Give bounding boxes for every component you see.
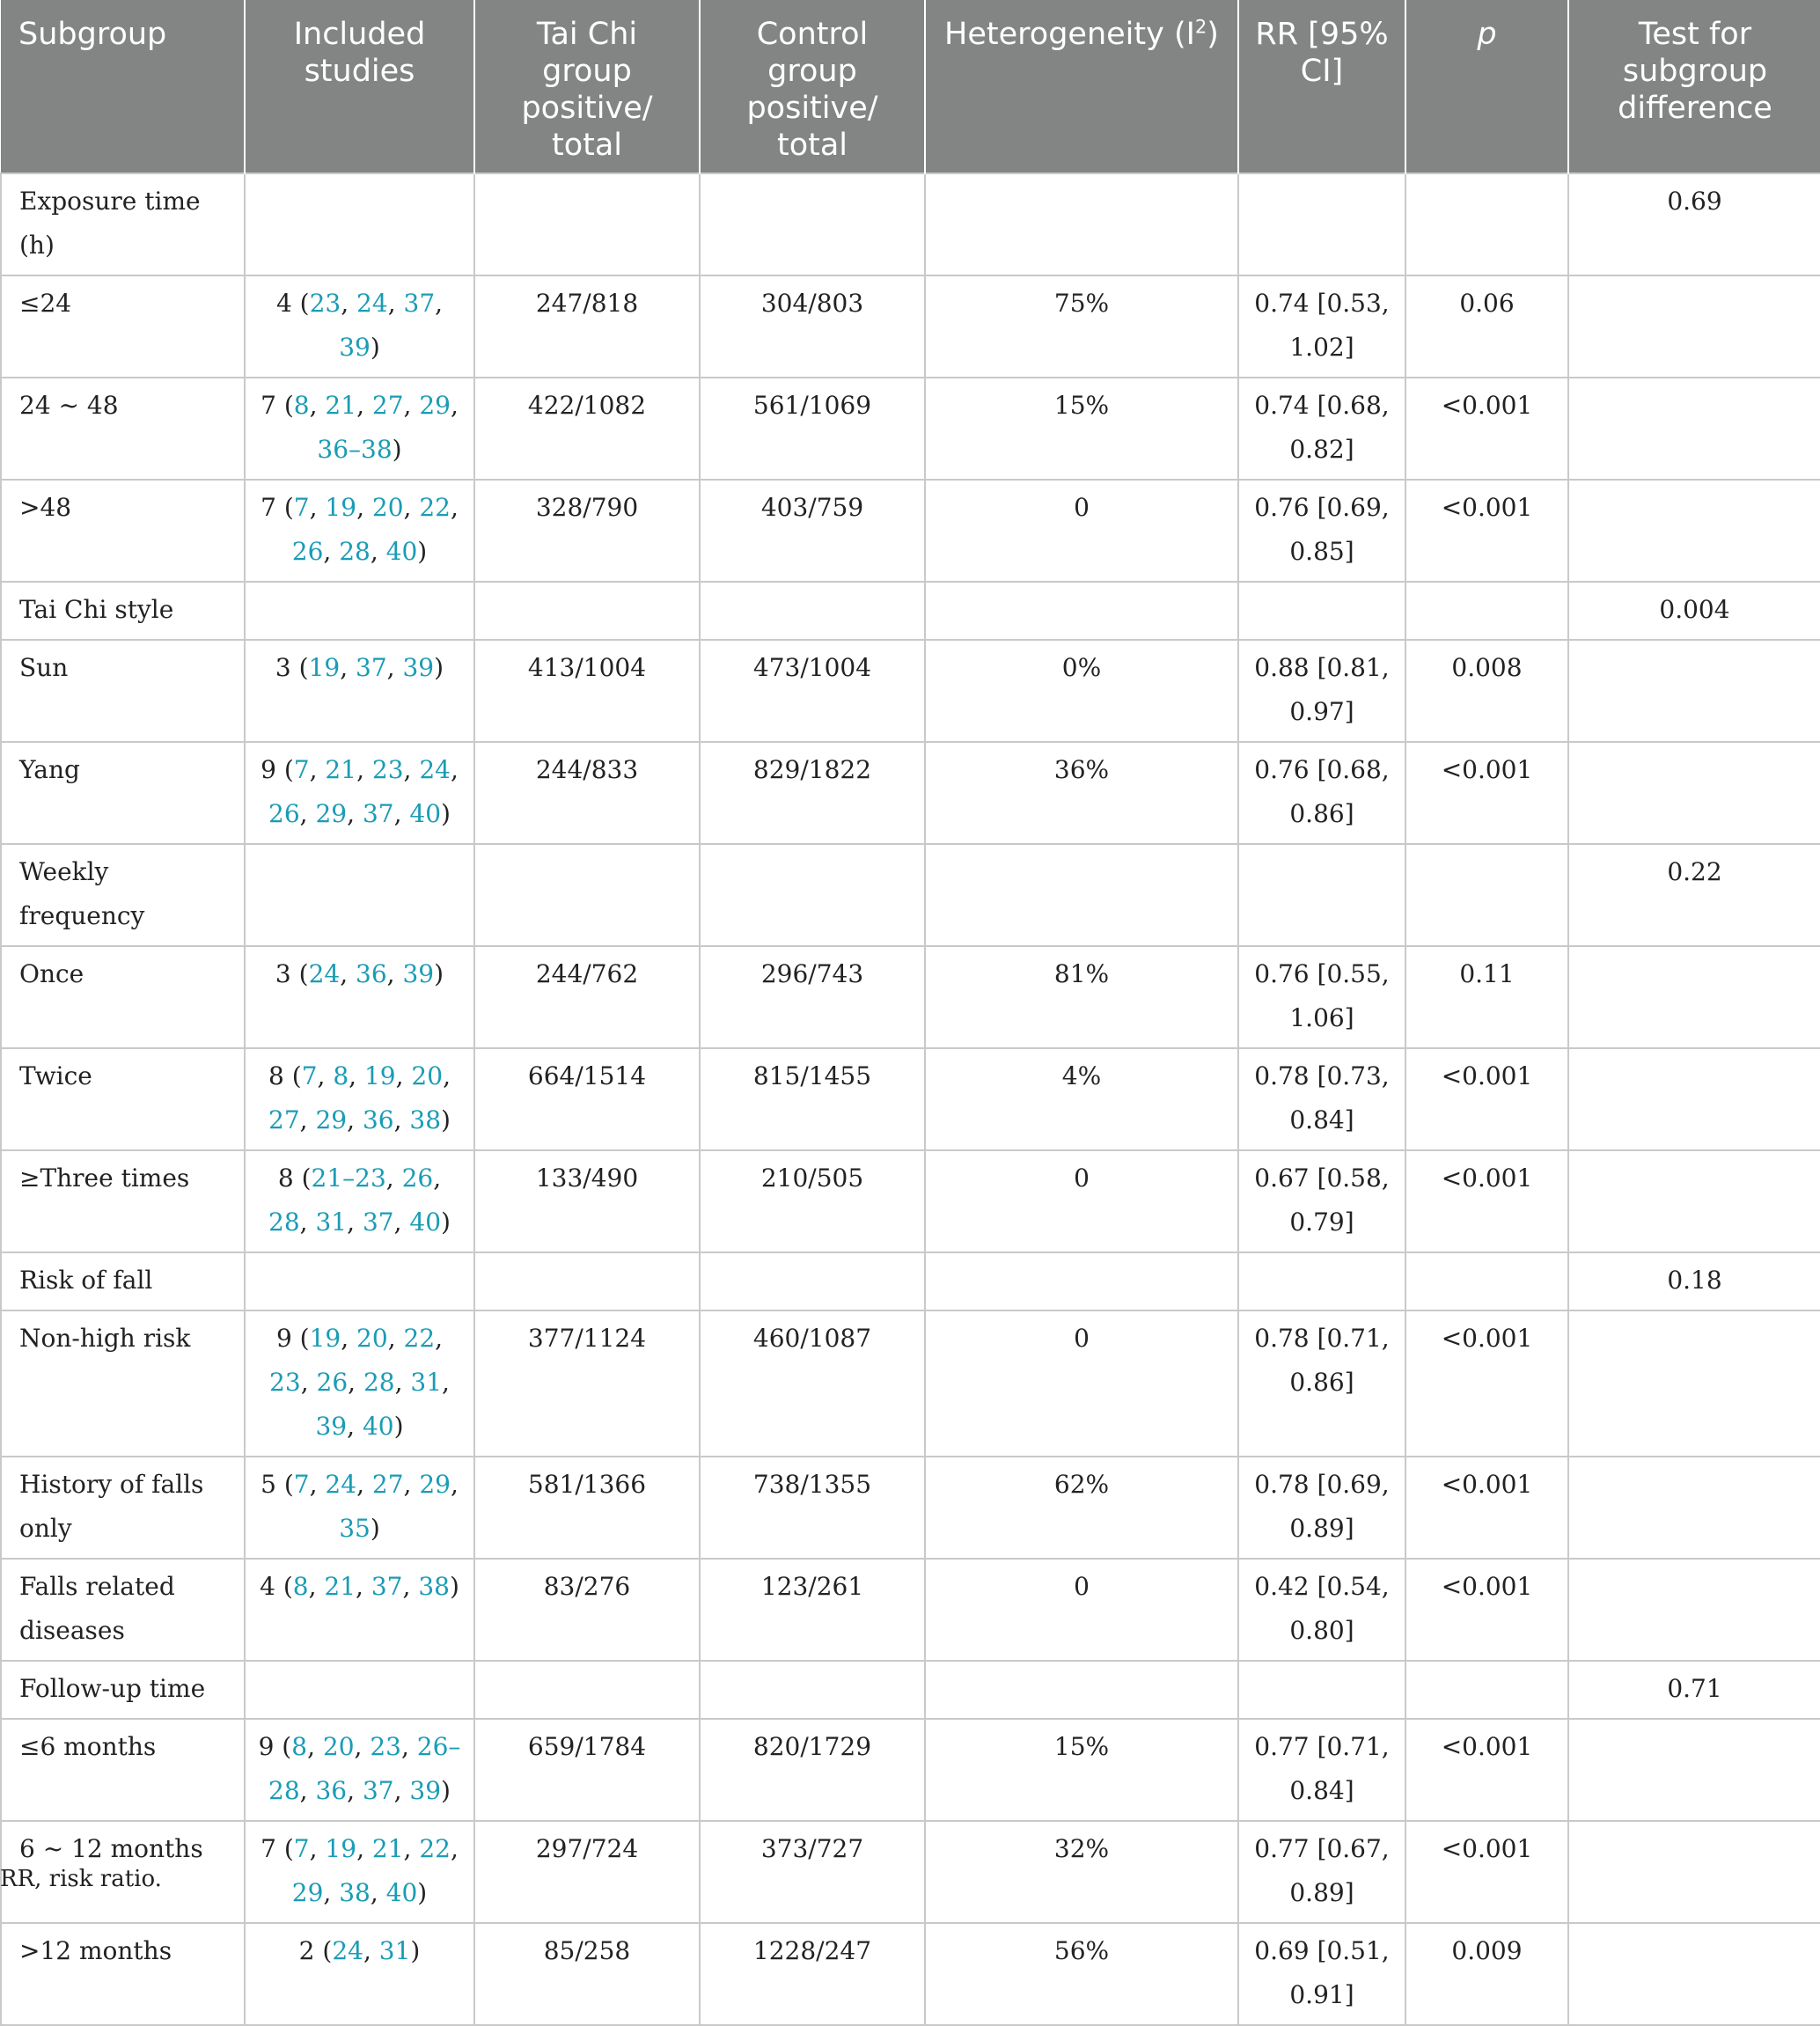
empty-cell [1405,1252,1568,1310]
empty-cell [1405,582,1568,640]
empty-cell [1238,844,1405,946]
header-p-text: p [1477,17,1497,52]
subgroup-cell: Once [1,946,245,1048]
p-value-cell: <0.001 [1405,1457,1568,1559]
subgroup-cell: 6 ~ 12 months [1,1821,245,1923]
rr-ci-cell: 0.76 [0.68, 0.86] [1238,742,1405,844]
citation-link[interactable]: 26 [401,1163,434,1193]
p-value-cell: 0.06 [1405,275,1568,378]
citation-link[interactable]: 40 [409,1208,442,1237]
citation-link[interactable]: 21–23 [311,1163,386,1193]
header-heterogeneity-sup: 2 [1194,16,1207,38]
empty-cell [1568,275,1820,378]
citation-link[interactable]: 37 [403,289,436,318]
citation-link[interactable]: 35 [339,1514,371,1543]
citation-link[interactable]: 28 [339,537,371,566]
p-value-cell: 0.009 [1405,1923,1568,2025]
citation-link[interactable]: 31 [410,1368,443,1397]
rr-ci-cell: 0.78 [0.73, 0.84] [1238,1048,1405,1150]
subgroup-cell: Twice [1,1048,245,1150]
included-studies-cell: 3 (19, 37, 39) [245,640,474,742]
citation-link[interactable]: 21 [371,1834,404,1863]
citation-link[interactable]: 29 [315,1105,348,1134]
citation-link[interactable]: 24 [308,959,341,988]
citation-link[interactable]: 19 [309,1324,341,1353]
citation-link[interactable]: 23 [370,1732,401,1761]
empty-cell [1568,1457,1820,1559]
citation-link[interactable]: 20 [322,1732,355,1761]
tai-chi-positive-total: 244/833 [474,742,700,844]
section-label: Weekly frequency [1,844,245,946]
citation-link[interactable]: 29 [291,1878,324,1907]
control-positive-total: 296/743 [700,946,925,1048]
empty-cell [1568,1923,1820,2025]
table-row [1,1150,1820,1252]
empty-cell [925,844,1238,946]
table-row [1,640,1820,742]
citation-link[interactable]: 40 [385,1878,418,1907]
citation-link[interactable]: 24 [419,755,451,784]
p-value-cell: <0.001 [1405,1048,1568,1150]
subgroup-cell: Non-high risk [1,1310,245,1457]
subgroup-cell: 24 ~ 48 [1,378,245,480]
heterogeneity-cell: 0 [925,480,1238,582]
citation-link[interactable]: 36–38 [317,435,393,464]
citation-link[interactable]: 28 [268,1208,300,1237]
rr-ci-cell: 0.88 [0.81, 0.97] [1238,640,1405,742]
empty-cell [1568,1048,1820,1150]
included-studies-cell: 7 (8, 21, 27, 29, 36–38) [245,378,474,480]
p-value-cell: <0.001 [1405,1821,1568,1923]
empty-cell [700,844,925,946]
tai-chi-positive-total: 244/762 [474,946,700,1048]
p-value-cell: <0.001 [1405,1310,1568,1457]
study-count: 3 [275,653,291,682]
table-row [1,1923,1820,2025]
citation-link[interactable]: 22 [419,1834,451,1863]
subgroup-cell: Sun [1,640,245,742]
heterogeneity-cell: 15% [925,1719,1238,1821]
header-test-subgroup: Test for subgroup difference [1568,0,1820,173]
empty-cell [1568,640,1820,742]
section-row [1,1661,1820,1719]
empty-cell [1568,1559,1820,1661]
empty-cell [1568,742,1820,844]
citation-link[interactable]: 27 [371,1470,404,1499]
header-subgroup: Subgroup [1,0,245,173]
empty-cell [1568,1821,1820,1923]
rr-ci-cell: 0.78 [0.69, 0.89] [1238,1457,1405,1559]
test-subgroup-difference: 0.18 [1568,1252,1820,1310]
subgroup-cell: >48 [1,480,245,582]
citation-link[interactable]: 36 [362,1105,394,1134]
citation-link[interactable]: 7 [293,1834,310,1863]
included-studies-cell: 9 (7, 21, 23, 24, 26, 29, 37, 40) [245,742,474,844]
empty-cell [1238,173,1405,275]
citation-link[interactable]: 26 [291,537,324,566]
citation-link[interactable]: 26 [268,799,300,828]
control-positive-total: 123/261 [700,1559,925,1661]
empty-cell [925,1252,1238,1310]
citation-link[interactable]: 38 [409,1105,442,1134]
citation-link[interactable]: 29 [419,1470,451,1499]
tai-chi-positive-total: 83/276 [474,1559,700,1661]
citation-link[interactable]: 23 [371,755,404,784]
subgroup-cell: >12 months [1,1923,245,2025]
heterogeneity-cell: 0 [925,1310,1238,1457]
tai-chi-positive-total: 581/1366 [474,1457,700,1559]
citation-link[interactable]: 40 [409,799,442,828]
study-count: 8 [268,1061,284,1090]
citation-link[interactable]: 24 [332,1936,363,1965]
empty-cell [700,1252,925,1310]
table-row [1,275,1820,378]
header-row [1,0,1820,173]
empty-cell [925,173,1238,275]
table-row [1,1457,1820,1559]
subgroup-cell: Yang [1,742,245,844]
citation-link[interactable]: 37 [362,1208,394,1237]
heterogeneity-cell: 81% [925,946,1238,1048]
empty-cell [925,1661,1238,1719]
included-studies-cell: 2 (24, 31) [245,1923,474,2025]
tai-chi-positive-total: 659/1784 [474,1719,700,1821]
empty-cell [1238,1661,1405,1719]
study-count: 4 [260,1572,275,1601]
citation-link[interactable]: 19 [363,1061,396,1090]
rr-ci-cell: 0.42 [0.54, 0.80] [1238,1559,1405,1661]
table-row [1,1559,1820,1661]
rr-ci-cell: 0.76 [0.55, 1.06] [1238,946,1405,1048]
empty-cell [245,173,474,275]
empty-cell [1405,844,1568,946]
citation-link[interactable]: 29 [419,391,451,420]
citation-link[interactable]: 31 [378,1936,411,1965]
empty-cell [1405,1661,1568,1719]
included-studies-cell: 9 (19, 20, 22, 23, 26, 28, 31, 39, 40) [245,1310,474,1457]
study-count: 7 [261,391,276,420]
empty-cell [700,1661,925,1719]
citation-link[interactable]: 36 [356,959,387,988]
study-count: 3 [275,959,291,988]
citation-link[interactable]: 19 [325,493,357,522]
citation-link[interactable]: 23 [309,289,341,318]
included-studies-cell: 7 (7, 19, 20, 22, 26, 28, 40) [245,480,474,582]
control-positive-total: 210/505 [700,1150,925,1252]
section-label: Exposure time (h) [1,173,245,275]
study-count: 7 [261,1834,276,1863]
study-count: 9 [261,755,276,784]
citation-link[interactable]: 40 [362,1412,394,1441]
table-row [1,946,1820,1048]
rr-ci-cell: 0.74 [0.53, 1.02] [1238,275,1405,378]
control-positive-total: 473/1004 [700,640,925,742]
empty-cell [245,1661,474,1719]
section-row [1,582,1820,640]
study-count: 9 [275,1324,292,1353]
p-value-cell: <0.001 [1405,742,1568,844]
citation-link[interactable]: 7 [293,1470,310,1499]
included-studies-cell: 8 (7, 8, 19, 20, 27, 29, 36, 38) [245,1048,474,1150]
rr-ci-cell: 0.74 [0.68, 0.82] [1238,378,1405,480]
empty-cell [474,582,700,640]
citation-link[interactable]: 40 [385,537,418,566]
table-row [1,1719,1820,1821]
control-positive-total: 738/1355 [700,1457,925,1559]
empty-cell [245,844,474,946]
rr-ci-cell: 0.76 [0.69, 0.85] [1238,480,1405,582]
tai-chi-positive-total: 413/1004 [474,640,700,742]
citation-link[interactable]: 31 [315,1208,348,1237]
citation-link[interactable]: 28 [363,1368,395,1397]
citation-link[interactable]: 8 [293,391,310,420]
control-positive-total: 403/759 [700,480,925,582]
section-row [1,844,1820,946]
citation-link[interactable]: 37 [371,1572,403,1601]
citation-link[interactable]: 22 [403,1324,436,1353]
citation-link[interactable]: 27 [268,1105,300,1134]
test-subgroup-difference: 0.22 [1568,844,1820,946]
table-row [1,1310,1820,1457]
empty-cell [1568,1719,1820,1821]
empty-cell [245,1252,474,1310]
empty-cell [474,1252,700,1310]
citation-link[interactable]: 8 [292,1572,309,1601]
study-count: 5 [261,1470,276,1499]
included-studies-cell: 3 (24, 36, 39) [245,946,474,1048]
citation-link[interactable]: 39 [315,1412,348,1441]
empty-cell [700,173,925,275]
section-row [1,173,1820,275]
citation-link[interactable]: 38 [339,1878,371,1907]
empty-cell [1568,946,1820,1048]
header-heterogeneity [925,0,1238,173]
citation-link[interactable]: 37 [362,799,394,828]
section-label: Follow-up time [1,1661,245,1719]
heterogeneity-cell: 62% [925,1457,1238,1559]
tai-chi-positive-total: 247/818 [474,275,700,378]
p-value-cell: 0.008 [1405,640,1568,742]
section-label: Risk of fall [1,1252,245,1310]
rr-ci-cell: 0.78 [0.71, 0.86] [1238,1310,1405,1457]
control-positive-total: 304/803 [700,275,925,378]
citation-link[interactable]: 21 [325,755,357,784]
tai-chi-positive-total: 664/1514 [474,1048,700,1150]
study-count: 7 [261,493,276,522]
citation-link[interactable]: 21 [324,1572,356,1601]
citation-link[interactable]: 7 [293,755,310,784]
citation-link[interactable]: 26–28 [268,1732,461,1805]
control-positive-total: 1228/247 [700,1923,925,2025]
test-subgroup-difference: 0.71 [1568,1661,1820,1719]
citation-link[interactable]: 21 [325,391,357,420]
heterogeneity-cell: 32% [925,1821,1238,1923]
table-row [1,1048,1820,1150]
citation-link[interactable]: 39 [409,1776,442,1805]
header-tai-chi-group: Tai Chi group positive/ total [474,0,700,173]
study-count: 8 [277,1163,294,1193]
included-studies-cell: 5 (7, 24, 27, 29, 35) [245,1457,474,1559]
header-heterogeneity-text: Heterogeneity (I [944,17,1195,52]
included-studies-cell: 8 (21–23, 26, 28, 31, 37, 40) [245,1150,474,1252]
citation-link[interactable]: 8 [333,1061,349,1090]
table-body [1,173,1820,2025]
included-studies-cell: 4 (8, 21, 37, 38) [245,1559,474,1661]
citation-link[interactable]: 39 [402,653,435,682]
heterogeneity-cell: 0 [925,1559,1238,1661]
citation-link[interactable]: 37 [362,1776,394,1805]
header-included-studies: Included studies [245,0,474,173]
table-row [1,378,1820,480]
citation-link[interactable]: 36 [315,1776,348,1805]
header-rr: RR [95% CI] [1238,0,1405,173]
control-positive-total: 829/1822 [700,742,925,844]
tai-chi-positive-total: 297/724 [474,1821,700,1923]
included-studies-cell: 7 (7, 19, 21, 22, 29, 38, 40) [245,1821,474,1923]
heterogeneity-cell: 4% [925,1048,1238,1150]
citation-link[interactable]: 7 [301,1061,318,1090]
p-value-cell: <0.001 [1405,378,1568,480]
citation-link[interactable]: 39 [402,959,435,988]
empty-cell [474,844,700,946]
test-subgroup-difference: 0.69 [1568,173,1820,275]
section-row [1,1252,1820,1310]
tai-chi-positive-total: 422/1082 [474,378,700,480]
citation-link[interactable]: 26 [316,1368,349,1397]
empty-cell [700,582,925,640]
p-value-cell: <0.001 [1405,1559,1568,1661]
empty-cell [1405,173,1568,275]
included-studies-cell: 4 (23, 24, 37, 39) [245,275,474,378]
tai-chi-positive-total: 85/258 [474,1923,700,2025]
heterogeneity-cell: 56% [925,1923,1238,2025]
citation-link[interactable]: 7 [293,493,310,522]
subgroup-cell: History of falls only [1,1457,245,1559]
study-count: 4 [275,289,292,318]
citation-link[interactable]: 24 [325,1470,357,1499]
table-row [1,480,1820,582]
subgroup-cell: ≤24 [1,275,245,378]
table-footnote: RR, risk ratio. [0,1866,162,1892]
citation-link[interactable]: 38 [418,1572,450,1601]
empty-cell [1568,1310,1820,1457]
subgroup-cell: Falls related diseases [1,1559,245,1661]
subgroup-cell: ≤6 months [1,1719,245,1821]
control-positive-total: 373/727 [700,1821,925,1923]
citation-link[interactable]: 23 [269,1368,301,1397]
p-value-cell: <0.001 [1405,1150,1568,1252]
tai-chi-positive-total: 328/790 [474,480,700,582]
control-positive-total: 561/1069 [700,378,925,480]
citation-link[interactable]: 24 [356,289,388,318]
tai-chi-positive-total: 377/1124 [474,1310,700,1457]
subgroup-cell: ≥Three times [1,1150,245,1252]
rr-ci-cell: 0.69 [0.51, 0.91] [1238,1923,1405,2025]
test-subgroup-difference: 0.004 [1568,582,1820,640]
tai-chi-positive-total: 133/490 [474,1150,700,1252]
rr-ci-cell: 0.67 [0.58, 0.79] [1238,1150,1405,1252]
table-row [1,1821,1820,1923]
citation-link[interactable]: 37 [356,653,387,682]
citation-link[interactable]: 39 [339,333,371,362]
empty-cell [1568,480,1820,582]
citation-link[interactable]: 19 [308,653,341,682]
citation-link[interactable]: 22 [419,493,451,522]
citation-link[interactable]: 20 [411,1061,444,1090]
empty-cell [1238,582,1405,640]
header-control-group: Control group positive/ total [700,0,925,173]
heterogeneity-cell: 0 [925,1150,1238,1252]
citation-link[interactable]: 27 [371,391,404,420]
control-positive-total: 820/1729 [700,1719,925,1821]
heterogeneity-cell: 36% [925,742,1238,844]
citation-link[interactable]: 20 [371,493,404,522]
citation-link[interactable]: 8 [291,1732,308,1761]
control-positive-total: 460/1087 [700,1310,925,1457]
p-value-cell: 0.11 [1405,946,1568,1048]
empty-cell [474,173,700,275]
heterogeneity-cell: 75% [925,275,1238,378]
header-p [1405,0,1568,173]
rr-ci-cell: 0.77 [0.71, 0.84] [1238,1719,1405,1821]
study-count: 2 [298,1936,315,1965]
table-row [1,742,1820,844]
empty-cell [474,1661,700,1719]
p-value-cell: <0.001 [1405,480,1568,582]
p-value-cell: <0.001 [1405,1719,1568,1821]
rr-ci-cell: 0.77 [0.67, 0.89] [1238,1821,1405,1923]
study-count: 9 [258,1732,275,1761]
empty-cell [1568,1150,1820,1252]
control-positive-total: 815/1455 [700,1048,925,1150]
empty-cell [1568,378,1820,480]
empty-cell [925,582,1238,640]
citation-link[interactable]: 19 [325,1834,357,1863]
included-studies-cell: 9 (8, 20, 23, 26–28, 36, 37, 39) [245,1719,474,1821]
citation-link[interactable]: 29 [315,799,348,828]
heterogeneity-cell: 0% [925,640,1238,742]
header-heterogeneity-close: ) [1207,17,1219,52]
empty-cell [245,582,474,640]
empty-cell [1238,1252,1405,1310]
heterogeneity-cell: 15% [925,378,1238,480]
section-label: Tai Chi style [1,582,245,640]
citation-link[interactable]: 20 [356,1324,388,1353]
